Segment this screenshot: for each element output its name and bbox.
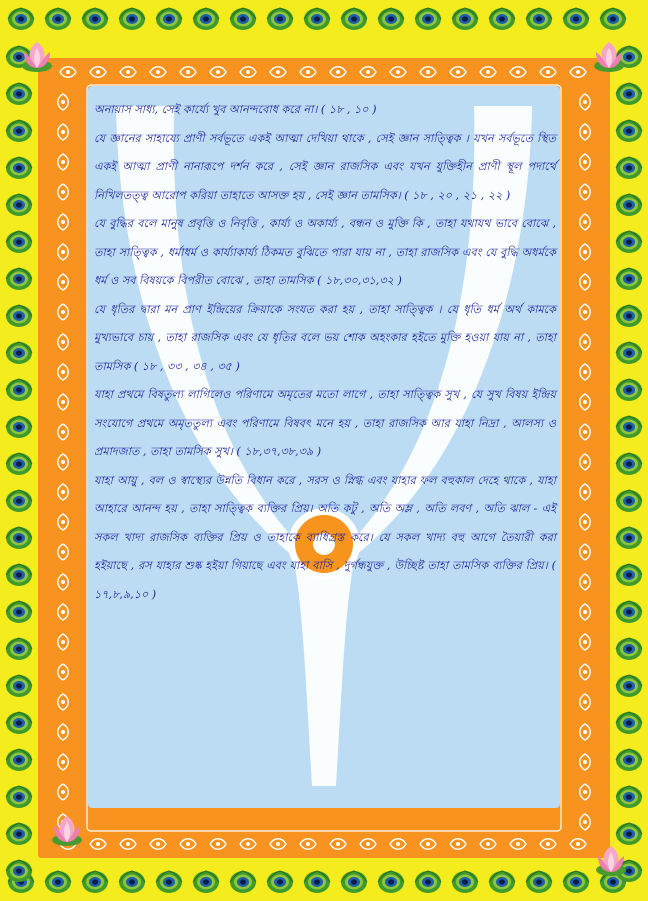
peacock-feather-icon xyxy=(376,867,406,897)
peacock-feather-icon xyxy=(4,190,34,220)
peacock-feather-icon xyxy=(43,867,73,897)
peacock-feather-icon xyxy=(4,523,34,553)
peacock-feather-icon xyxy=(4,856,34,886)
peacock-feather-icon xyxy=(614,264,644,294)
peacock-feather-icon xyxy=(413,867,443,897)
peacock-feather-icon xyxy=(228,4,258,34)
peacock-feather-icon xyxy=(614,708,644,738)
peacock-feather-icon xyxy=(614,301,644,331)
peacock-feather-icon xyxy=(524,4,554,34)
lotus-icon xyxy=(590,38,628,76)
peacock-feather-icon xyxy=(4,560,34,590)
paragraph-3: যে বুদ্ধির বলে মানুষ প্রবৃত্তি ও নিবৃত্তি , কার্য্য ও অকার্য্য , বন্ধন ও মুক্তি কি , তাহা যথাযথ ভাবে বোঝে , তাহা সাত্ত্বিক , ধর্মাধর্ম ও কার্য্যাকার্য্য ঠিকমত বুঝিতে পারা যায় না , তাহা রাজসিক এবং যে বুদ্ধি অধর্মকে ধর্ম ও সব বিষয়কে বিপরীত বোঝে , তাহা তামসিক ( ১৮,৩০,৩১,৩২ ) xyxy=(94,217,556,287)
peacock-feather-icon xyxy=(4,301,34,331)
peacock-feather-icon xyxy=(4,264,34,294)
peacock-feather-icon xyxy=(43,4,73,34)
peacock-feather-icon xyxy=(614,375,644,405)
peacock-feather-icon xyxy=(450,867,480,897)
peacock-feather-icon xyxy=(4,745,34,775)
lotus-icon xyxy=(48,812,86,850)
peacock-feather-icon xyxy=(191,4,221,34)
peacock-feather-icon xyxy=(614,634,644,664)
peacock-feather-icon xyxy=(265,867,295,897)
peacock-feather-icon xyxy=(80,867,110,897)
peacock-feather-icon xyxy=(614,560,644,590)
peacock-feather-icon xyxy=(154,867,184,897)
peacock-feather-icon xyxy=(450,4,480,34)
peacock-feather-icon xyxy=(4,116,34,146)
peacock-feather-icon xyxy=(154,4,184,34)
peacock-feather-icon xyxy=(598,4,628,34)
peacock-feather-icon xyxy=(4,375,34,405)
peacock-feather-icon xyxy=(4,227,34,257)
peacock-feather-icon xyxy=(117,4,147,34)
peacock-feather-icon xyxy=(265,4,295,34)
peacock-feather-icon xyxy=(4,819,34,849)
peacock-feather-icon xyxy=(4,634,34,664)
peacock-feather-icon xyxy=(4,153,34,183)
peacock-feather-icon xyxy=(4,782,34,812)
peacock-feather-icon xyxy=(4,79,34,109)
peacock-feather-icon xyxy=(80,4,110,34)
peacock-feather-icon xyxy=(4,671,34,701)
peacock-feather-icon xyxy=(228,867,258,897)
peacock-feather-icon xyxy=(614,449,644,479)
peacock-feather-icon xyxy=(117,867,147,897)
peacock-feather-icon xyxy=(6,4,36,34)
paragraph-6: যাহা আয়ু , বল ও স্বাস্থ্যের উন্নতি বিধান করে , সরস ও স্নিগ্ধ এবং যাহার ফল বহুকাল দেহে থাকে , যাহা আহারে আনন্দ হয় , তাহা সাত্ত্বিক ব্যক্তির প্রিয়। অতি কটু , অতি অম্ল , অতি লবণ , অতি ঝাল - এই সকল খাদ্য রাজসিক ব্যক্তির প্রিয় ও তাহাকে ব্যাধিগ্রস্ত করে। যে সকল খাদ্য বহু আগে তৈয়ারী করা হইয়াছে , রস যাহার শুষ্ক হইয়া গিয়াছে এবং যাহা বাসি , দুর্গন্ধযুক্ত , উচ্ছিষ্ট তাহা তামসিক ব্যক্তির প্রিয়। ( ১৭,৮,৯,১০ ) xyxy=(94,473,556,601)
paragraph-5: যাহা প্রথমে বিষতুল্য লাগিলেও পরিণামে অমৃতের মতো লাগে , তাহা সাত্ত্বিক সুখ , যে সুখ বিষয় ইন্দ্রিয় সংযোগে প্রথমে অমৃততুল্য এবং পরিণামে বিষবৎ মনে হয় , তাহা রাজসিক আর যাহা নিদ্রা , আলস্য ও প্রমাদজাত , তাহা তামসিক সুখ। ( ১৮,৩৭,৩৮,৩৯ ) xyxy=(94,388,556,458)
peacock-feather-icon xyxy=(614,153,644,183)
peacock-feather-icon xyxy=(302,867,332,897)
lotus-icon xyxy=(592,842,630,880)
peacock-feather-icon xyxy=(4,597,34,627)
peacock-feather-icon xyxy=(614,227,644,257)
peacock-feather-icon xyxy=(614,671,644,701)
paragraph-1: অনায়াস সাধ্য, সেই কার্য্যে খুব আনন্দবোধ করে না। ( ১৮ , ১০ ) xyxy=(94,103,377,116)
verse-text xyxy=(94,96,556,609)
peacock-feather-icon xyxy=(4,708,34,738)
peacock-feather-icon xyxy=(614,597,644,627)
peacock-feather-icon xyxy=(302,4,332,34)
peacock-feather-icon xyxy=(614,79,644,109)
peacock-feather-icon xyxy=(614,412,644,442)
peacock-feather-icon xyxy=(614,523,644,553)
peacock-feather-icon xyxy=(487,4,517,34)
peacock-feather-icon xyxy=(413,4,443,34)
peacock-feather-icon xyxy=(339,4,369,34)
paragraph-4: যে ধৃতির দ্বারা মন প্রাণ ইন্দ্রিয়ের ক্রিয়াকে সংযত করা হয় , তাহা সাত্ত্বিক । যে ধৃতি ধর্ম অর্থ কামকে মুখ্যভাবে চায় , তাহা রাজসিক এবং যে ধৃতির বলে ভয় শোক অহংকার হইতে মুক্তি হওয়া যায় না , তাহা তামসিক ( ১৮ , ৩৩ , ৩৪ , ৩৫ ) xyxy=(94,302,556,373)
peacock-feather-icon xyxy=(524,867,554,897)
peacock-feather-icon xyxy=(614,486,644,516)
lotus-icon xyxy=(18,38,56,76)
peacock-feather-icon xyxy=(376,4,406,34)
peacock-feather-icon xyxy=(487,867,517,897)
peacock-feather-icon xyxy=(614,338,644,368)
peacock-feather-icon xyxy=(4,486,34,516)
peacock-feather-icon xyxy=(561,867,591,897)
peacock-feather-icon xyxy=(339,867,369,897)
peacock-feather-icon xyxy=(4,449,34,479)
peacock-feather-icon xyxy=(561,4,591,34)
peacock-feather-icon xyxy=(614,782,644,812)
peacock-feather-icon xyxy=(4,338,34,368)
peacock-feather-icon xyxy=(614,745,644,775)
peacock-feather-icon xyxy=(614,116,644,146)
peacock-feather-icon xyxy=(4,412,34,442)
peacock-feather-icon xyxy=(191,867,221,897)
peacock-feather-icon xyxy=(614,190,644,220)
paragraph-2: যে জ্ঞানের সাহায্যে প্রাণী সর্বভূতে একই আত্মা দেখিয়া থাকে , সেই জ্ঞান সাত্ত্বিক । যখন সর্বভূতে স্থিত একই আত্মা প্রাণী নানারূপে দর্শন করে , সেই জ্ঞান রাজসিক এবং যখন যুক্তিহীন প্রাণী স্থূল পদার্থে নিখিলতত্ত্ব আরোপ করিয়া তাহাতে আসক্ত হয় , সেই জ্ঞান তামসিক। ( ১৮ , ২০ , ২১ , ২২ ) xyxy=(94,131,556,202)
